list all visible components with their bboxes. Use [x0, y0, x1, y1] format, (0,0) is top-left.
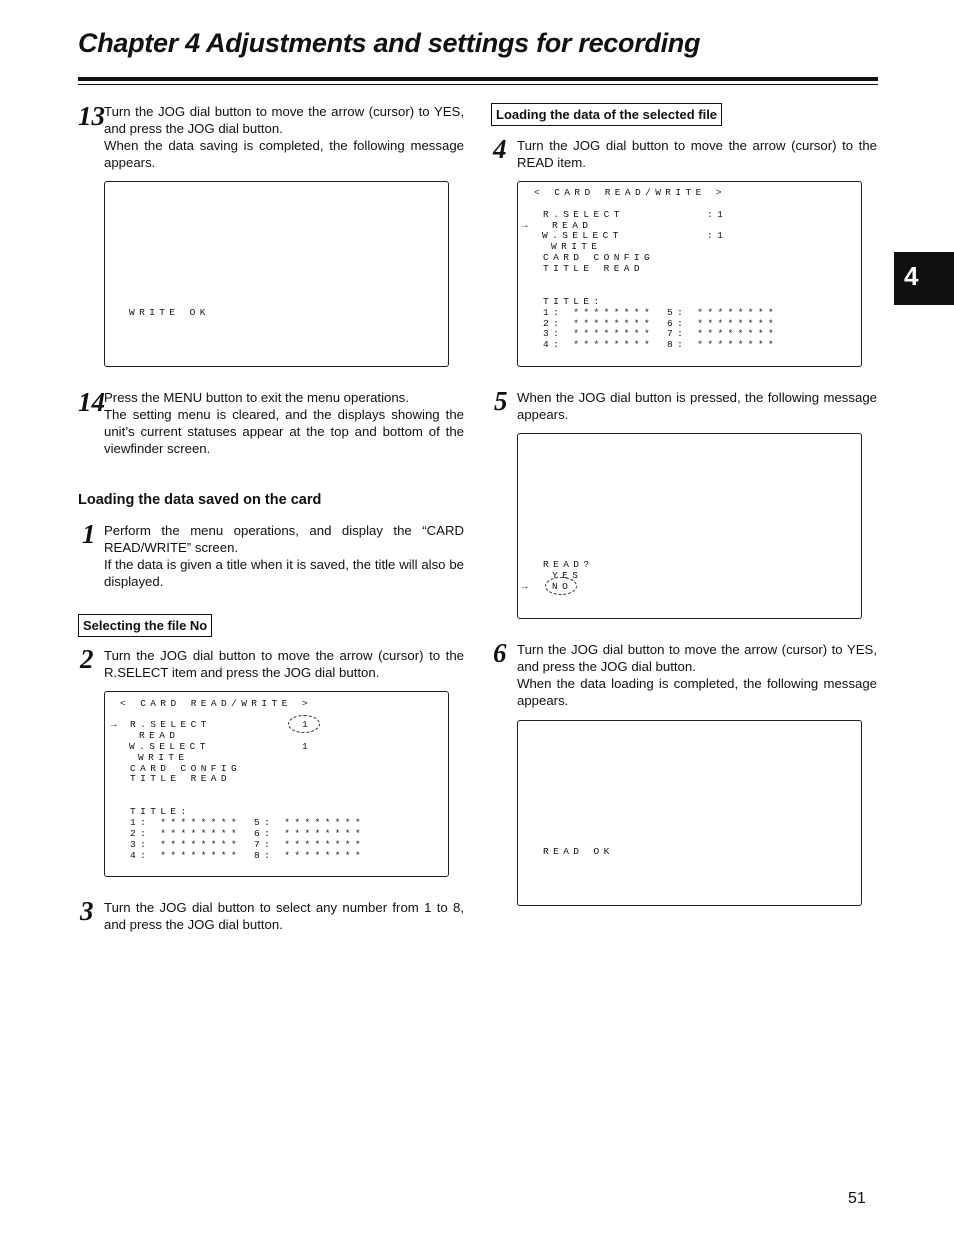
selecting-file-no-label: Selecting the file No: [78, 614, 212, 637]
write-ok-message: WRITE OK: [129, 307, 210, 318]
header-rule-thick: [78, 77, 878, 81]
step-3-line-1: Turn the JOG dial button to select any number from 1 to 8, and press the JOG dial button.: [104, 900, 464, 932]
step-2-text: [104, 647, 464, 681]
menu-item-card-config: CARD CONFIG: [130, 763, 242, 774]
step-6-line-2: When the data loading is completed, the following message appears.: [517, 676, 877, 708]
menu-item-w-select: W.SELECT: [542, 230, 623, 241]
title-slot-1: 1: ********: [543, 307, 655, 318]
step-5-line-1: When the JOG dial button is pressed, the following message appears.: [517, 390, 877, 422]
menu-item-write: WRITE: [551, 241, 602, 252]
menu-item-title-read: TITLE READ: [130, 773, 232, 784]
step-1-line-1: Perform the menu operations, and display the “CARD READ/WRITE” screen.: [104, 523, 464, 555]
step-13-number: 13: [78, 101, 105, 131]
menu-item-read: READ: [139, 730, 180, 741]
title-label: TITLE:: [130, 806, 191, 817]
menu-item-w-select: W.SELECT: [129, 741, 210, 752]
step-13-line-2: When the data saving is completed, the following message appears.: [104, 138, 464, 170]
step-4-number: 4: [493, 134, 507, 164]
blinking-highlight-icon: [288, 715, 320, 733]
w-select-value: 1: [302, 741, 313, 752]
menu-item-read: READ: [552, 220, 593, 231]
option-yes: YES: [552, 570, 583, 581]
screen-title: < CARD READ/WRITE >: [120, 698, 312, 709]
title-slot-6: 6: ********: [667, 318, 779, 329]
menu-item-card-config: CARD CONFIG: [543, 252, 655, 263]
card-read-write-screen-rselect: [104, 691, 449, 877]
read-ok-screen: [517, 720, 862, 906]
title-slot-7: 7: ********: [667, 328, 779, 339]
step-5-number: 5: [494, 386, 508, 416]
step-13-line-1: Turn the JOG dial button to move the arrow (cursor) to YES, and press the JOG dial button.: [104, 104, 464, 136]
step-14-number: 14: [78, 387, 105, 417]
read-question: READ?: [543, 559, 594, 570]
title-slot-7: 7: ********: [254, 839, 366, 850]
title-slot-8: 8: ********: [667, 339, 779, 350]
card-read-write-screen-read: [517, 181, 862, 367]
header-rule-thin: [78, 84, 878, 85]
screen-title: < CARD READ/WRITE >: [534, 187, 726, 198]
step-2-number: 2: [80, 644, 94, 674]
title-slot-3: 3: ********: [543, 328, 655, 339]
step-5-text: [517, 389, 877, 423]
title-slot-4: 4: ********: [130, 850, 242, 861]
title-slot-6: 6: ********: [254, 828, 366, 839]
title-slot-1: 1: ********: [130, 817, 242, 828]
read-ok-message: READ OK: [543, 846, 614, 857]
step-1-number: 1: [82, 519, 96, 549]
w-select-value: :1: [707, 230, 728, 241]
menu-item-write: WRITE: [138, 752, 189, 763]
section-heading-loading: Loading the data saved on the card: [78, 492, 322, 508]
step-14-line-2: The setting menu is cleared, and the displays showing the unit’s current statuses appear at the top and bottom of the viewfinder screen.: [104, 407, 464, 456]
step-3-text: [104, 899, 464, 933]
cursor-arrow-icon: →: [522, 220, 533, 231]
title-slot-4: 4: ********: [543, 339, 655, 350]
title-slot-2: 2: ********: [130, 828, 242, 839]
menu-item-title-read: TITLE READ: [543, 263, 645, 274]
cursor-arrow-icon: →: [111, 719, 122, 730]
loading-selected-file-label: Loading the data of the selected file: [491, 103, 722, 126]
step-4-text: [517, 137, 877, 171]
step-4-line-1: Turn the JOG dial button to move the arrow (cursor) to the READ item.: [517, 138, 877, 170]
step-3-number: 3: [80, 896, 94, 926]
title-slot-5: 5: ********: [667, 307, 779, 318]
step-14-line-1: Press the MENU button to exit the menu operations.: [104, 390, 409, 405]
step-2-line-1: Turn the JOG dial button to move the arrow (cursor) to the R.SELECT item and press the JOG dial button.: [104, 648, 464, 680]
chapter-tab: 4: [894, 252, 954, 305]
title-slot-8: 8: ********: [254, 850, 366, 861]
cursor-arrow-icon: →: [522, 581, 533, 592]
r-select-value: 1: [302, 719, 313, 730]
page-number: 51: [848, 1190, 866, 1207]
chapter-title: Chapter 4 Adjustments and settings for recording: [78, 28, 701, 58]
menu-item-r-select: R.SELECT: [543, 209, 624, 220]
step-6-number: 6: [493, 638, 507, 668]
blinking-highlight-icon: [545, 577, 577, 595]
title-slot-3: 3: ********: [130, 839, 242, 850]
step-13-text: [104, 103, 464, 171]
step-1-line-2: If the data is given a title when it is saved, the title will also be displayed.: [104, 557, 464, 589]
write-ok-screen: [104, 181, 449, 367]
step-6-line-1: Turn the JOG dial button to move the arrow (cursor) to YES, and press the JOG dial button.: [517, 642, 877, 674]
r-select-value: :1: [707, 209, 728, 220]
title-slot-5: 5: ********: [254, 817, 366, 828]
option-no: NO: [552, 581, 573, 592]
title-slot-2: 2: ********: [543, 318, 655, 329]
read-confirm-screen: [517, 433, 862, 619]
step-6-text: [517, 641, 877, 709]
step-1-text: [104, 522, 464, 590]
title-label: TITLE:: [543, 296, 604, 307]
step-14-text: [104, 389, 464, 457]
menu-item-r-select: R.SELECT: [130, 719, 211, 730]
